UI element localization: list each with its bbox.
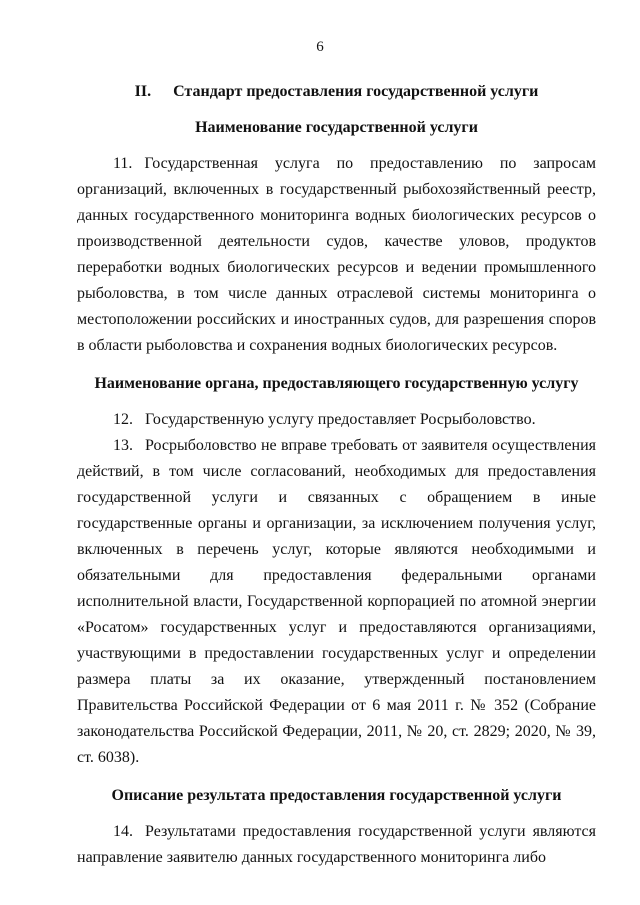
paragraph-text: Росрыболовство не вправе требовать от заявителя осуществления действий, в том числе согласований, необходимых для предоставления государственной услуги и связанных с обращением в иные государственные органы и организации, за исключением получения услуг, включенных в перечень услуг, которые являются необходимыми и обязательными для предоставления федеральными органами исполнительной власти, Государственной корпорацией по атомной энергии «Росатом» государственных услуг и предоставляются организациями, участвующими в предоставлении государственных услуг и определении размера платы за их оказание, утвержденный постановлением Правительства Российской Федерации от 6 мая 2011 г. № 352 (Собрание законодательства Российской Федерации, 2011, № 20, ст. 2829; 2020, № 39, ст. 6038).	[77, 437, 596, 766]
section-numeral: II.	[134, 83, 152, 100]
paragraph-11	[77, 151, 596, 359]
paragraph-number: 14.	[113, 823, 133, 840]
section-title-text: Стандарт предоставления государственной услуги	[173, 83, 539, 100]
page-number: 6	[316, 39, 324, 55]
paragraph-number: 11.	[113, 155, 133, 172]
subheading-service-name: Наименование государственной услуги	[195, 119, 478, 136]
paragraph-number: 12.	[113, 411, 133, 428]
subheading-provider-body: Наименование органа, предоставляющего государственную услугу	[94, 375, 579, 392]
paragraph-text: Государственная услуга по предоставлению по запросам организаций, включенных в государственный рыбохозяйственный реестр, данных государственного мониторинга водных биологических ресурсов о производственной деятельности судов, качестве уловов, продуктов переработки водных биологических ресурсов и ведении промышленного рыболовства, в том числе данных отраслевой системы мониторинга о местоположении российских и иностранных судов, для разрешения споров в области рыболовства и сохранения водных биологических ресурсов.	[77, 155, 596, 354]
paragraph-13	[77, 433, 596, 771]
paragraph-12	[77, 407, 596, 433]
paragraph-number: 13.	[113, 437, 133, 454]
page-content	[77, 79, 596, 871]
subheading-service-result: Описание результата предоставления государственной услуги	[111, 787, 562, 804]
paragraph-14	[77, 819, 596, 871]
paragraph-text: Государственную услугу предоставляет Росрыболовство.	[145, 411, 536, 428]
section-title	[77, 79, 596, 105]
paragraph-text: Результатами предоставления государственной услуги являются направление заявителю данных государственного мониторинга либо	[77, 823, 596, 866]
